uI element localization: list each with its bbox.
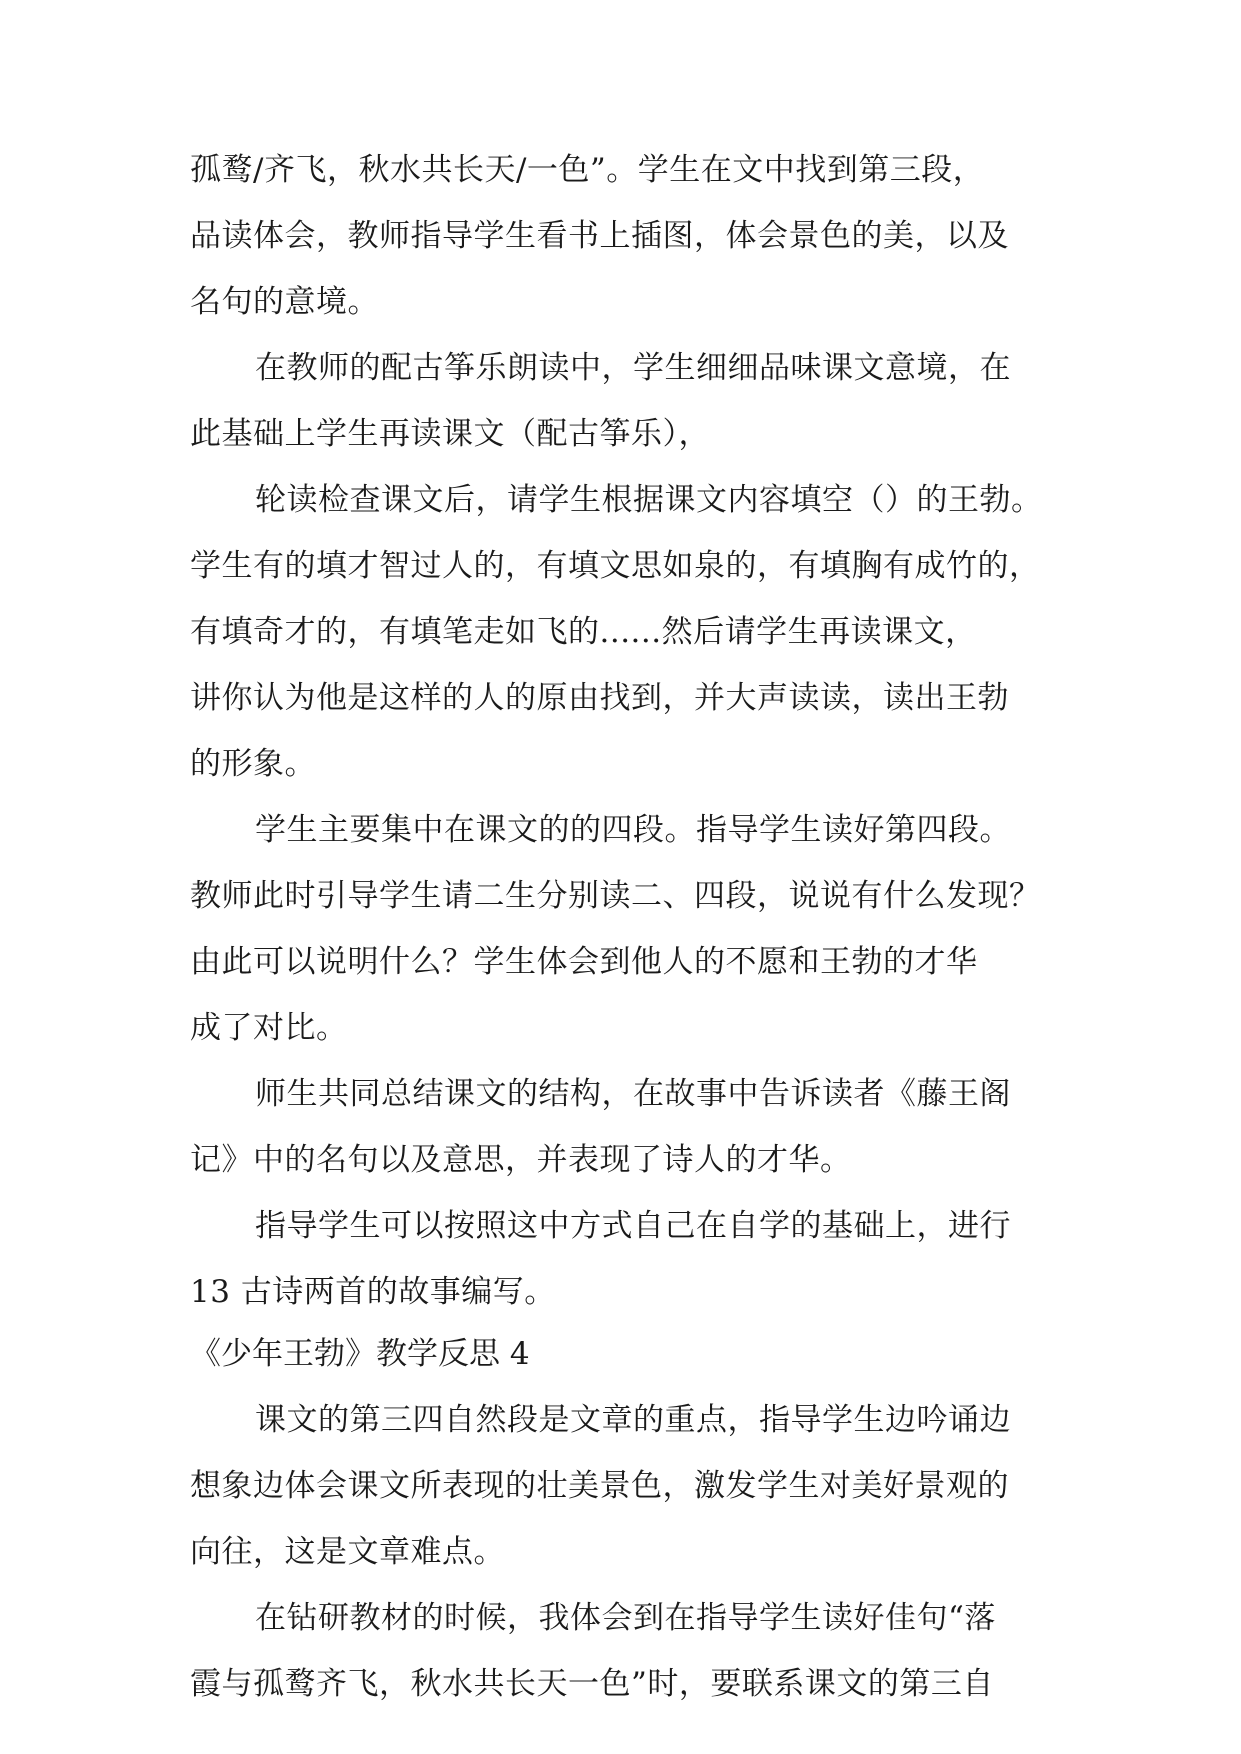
- paragraph-start-line: 学生主要集中在课文的的四段。指导学生读好第四段。: [255, 812, 1011, 848]
- text-line: 品读体会，教师指导学生看书上插图，体会景色的美，以及: [190, 218, 1009, 254]
- text-line: 孤鹜/齐飞，秋水共长天/一色”。学生在文中找到第三段，: [190, 152, 985, 188]
- text-line: 由此可以说明什么？学生体会到他人的不愿和王勃的才华: [190, 944, 978, 980]
- text-line: 名句的意境。: [190, 284, 379, 320]
- text-line: 此基础上学生再读课文（配古筝乐），: [190, 416, 710, 452]
- paragraph-start-line: 师生共同总结课文的结构，在故事中告诉读者《藤王阁: [255, 1076, 1011, 1112]
- text-line: 学生有的填才智过人的，有填文思如泉的，有填胸有成竹的，: [190, 548, 1041, 584]
- text-line: 向往，这是文章难点。: [190, 1534, 505, 1570]
- text-line: 有填奇才的，有填笔走如飞的......然后请学生再读课文，: [190, 614, 977, 650]
- paragraph-start-line: 在教师的配古筝乐朗读中，学生细细品味课文意境，在: [255, 350, 1011, 386]
- text-line: 教师此时引导学生请二生分别读二、四段，说说有什么发现？: [190, 878, 1041, 914]
- text-line: 想象边体会课文所表现的壮美景色，激发学生对美好景观的: [190, 1468, 1009, 1504]
- text-line: 成了对比。: [190, 1010, 348, 1046]
- text-line: 讲你认为他是这样的人的原由找到，并大声读读，读出王勃: [190, 680, 1009, 716]
- text-line: 记》中的名句以及意思，并表现了诗人的才华。: [190, 1142, 852, 1178]
- text-line: 13 古诗两首的故事编写。: [190, 1274, 556, 1310]
- paragraph-start-line: 指导学生可以按照这中方式自己在自学的基础上，进行: [255, 1208, 1011, 1244]
- paragraph-start-line: 课文的第三四自然段是文章的重点，指导学生边吟诵边: [255, 1402, 1011, 1438]
- paragraph-start-line: 轮读检查课文后，请学生根据课文内容填空（）的王勃。: [255, 482, 1043, 518]
- section-heading: 《少年王勃》教学反思 4: [190, 1336, 530, 1372]
- text-line: 的形象。: [190, 746, 316, 782]
- text-line: 霞与孤鹜齐飞，秋水共长天一色”时，要联系课文的第三自: [190, 1666, 994, 1702]
- paragraph-start-line: 在钻研教材的时候，我体会到在指导学生读好佳句“落: [255, 1600, 996, 1636]
